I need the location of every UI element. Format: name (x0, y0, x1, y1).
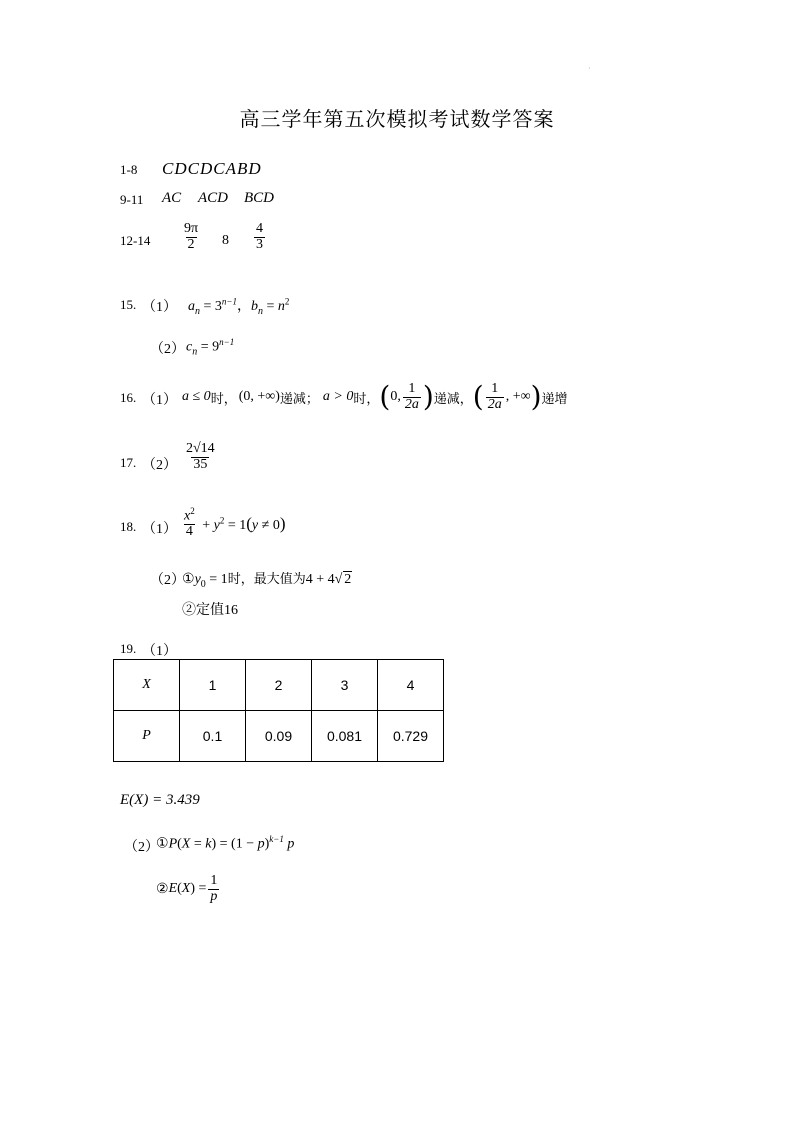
q14-den: 3 (256, 236, 263, 252)
table-cell: 3 (312, 660, 378, 711)
q1-8-label: 1-8 (120, 162, 138, 177)
table-cell: 0.729 (378, 711, 444, 762)
q16-cond2: a > 0 (322, 389, 354, 404)
q16-paren-open-2: ( (472, 380, 484, 413)
q18-part1-label: （1） (142, 522, 177, 537)
q16-paren-close-2: ) (530, 380, 542, 413)
q17-part2-label: （2） (142, 458, 177, 473)
q13-answer: 8 (222, 233, 229, 248)
q19-part2-item1: ①P(X = $k) = (1 - p)^{k-1}$ p (156, 834, 295, 852)
q16-label: 16. (120, 390, 137, 405)
table-cell: 0.1 (180, 711, 246, 762)
q14-answer (252, 222, 267, 252)
q14-num: 4 (256, 221, 263, 236)
table-row (114, 711, 444, 762)
page-title: 高三学年第五次模拟考试数学答案 (239, 109, 555, 131)
table-cell: X (114, 660, 180, 711)
q16-part1-label: （1） (142, 393, 177, 408)
table-cell: 4 (378, 660, 444, 711)
q18-circ1: ① (182, 572, 195, 587)
q18-part2-label: （2） (150, 573, 185, 588)
q19-part2-label: （2） (124, 840, 159, 855)
q15-label: 15. (120, 297, 137, 312)
q15-part2-answer: $c_n = 9^{n-1}$ (186, 337, 235, 358)
q16-shi2: 时， (353, 390, 380, 406)
q16-dec2: 递减， (433, 390, 473, 406)
q19-part1-label: （1） (142, 644, 177, 659)
q16-shi1: 时， (210, 390, 237, 406)
q18-part2-item1: $①y_0 = 1$时，最大值为4 + 4√ 2 (182, 571, 352, 590)
q12-14-label: 12-14 (120, 233, 151, 248)
q18-part2-item2 (182, 599, 238, 619)
q19-label: 19. (120, 641, 137, 656)
q12-num: 9π (184, 221, 199, 236)
q18-fixed-text: 定值16 (196, 603, 238, 618)
q15-part1-answer: $a_n = 3^{n-1}$，$b_n = n^2$ (188, 296, 290, 317)
q18-part1-answer: $\frac{x^2}{4}$ + $y^2 = 1(y \ne 0)$ (184, 506, 286, 540)
q16-inc: 递增 (541, 390, 568, 406)
q16-interval1: (0, +∞) (238, 389, 280, 404)
q9-11-answer-2: ACD (198, 190, 228, 206)
q19-circ1: ① (156, 836, 169, 852)
table-cell: P (114, 711, 180, 762)
q12-answer (180, 222, 202, 252)
q15-part1-label: （1） (142, 300, 177, 315)
q9-11-answer-1: AC (162, 190, 182, 206)
table-cell: 0.09 (246, 711, 312, 762)
q18-circ2: ② (182, 603, 196, 618)
q18-max-text: 时，最大值为 (227, 571, 306, 586)
q9-11-answer-3: BCD (244, 190, 274, 206)
table-row (114, 660, 444, 711)
q16-frac2-num: 1 (491, 380, 499, 396)
q19-part2-item2: ② E ( X ) = $\frac{1}{p}$ (156, 873, 218, 904)
q17-den: 35 (193, 456, 208, 472)
table-cell: 1 (180, 660, 246, 711)
q16-cond1: a ≤ 0 (182, 389, 211, 404)
q19-distribution-table (113, 659, 444, 762)
q16-dec1: 递减； (279, 390, 319, 406)
q15-part2-label: （2） (150, 342, 185, 357)
q19-distribution-table-wrap (113, 659, 444, 762)
q16-paren-open-1: ( (379, 380, 391, 413)
q18-label: 18. (120, 519, 137, 534)
q16-frac1-den: 2a (404, 396, 419, 412)
q17-label: 17. (120, 455, 137, 470)
q16-paren-close-1: ) (422, 380, 434, 413)
q17-answer (182, 442, 219, 472)
q1-8-answer: CDCDCABD (162, 159, 262, 178)
q16-part1-answer: a ≤ 0 时， (0, +∞) 递减； a > 0 时， ( 0, $\frac{1}{2a}$ ) 递减， ( $\frac{1}{2a}$ , +∞ ) 递增 (182, 380, 568, 413)
q9-11-label: 9-11 (120, 192, 144, 207)
q17-num: 2√14 (186, 441, 215, 456)
table-cell: 2 (246, 660, 312, 711)
q16-frac1-num: 1 (408, 380, 416, 396)
q12-den: 2 (187, 236, 195, 252)
q19-expectation: E(X) = 3.439 (120, 792, 200, 808)
q19-circ2: ② (156, 881, 169, 897)
q16-frac2-den: 2a (487, 396, 502, 412)
corner-mark: · (588, 64, 591, 73)
table-cell: 0.081 (312, 711, 378, 762)
